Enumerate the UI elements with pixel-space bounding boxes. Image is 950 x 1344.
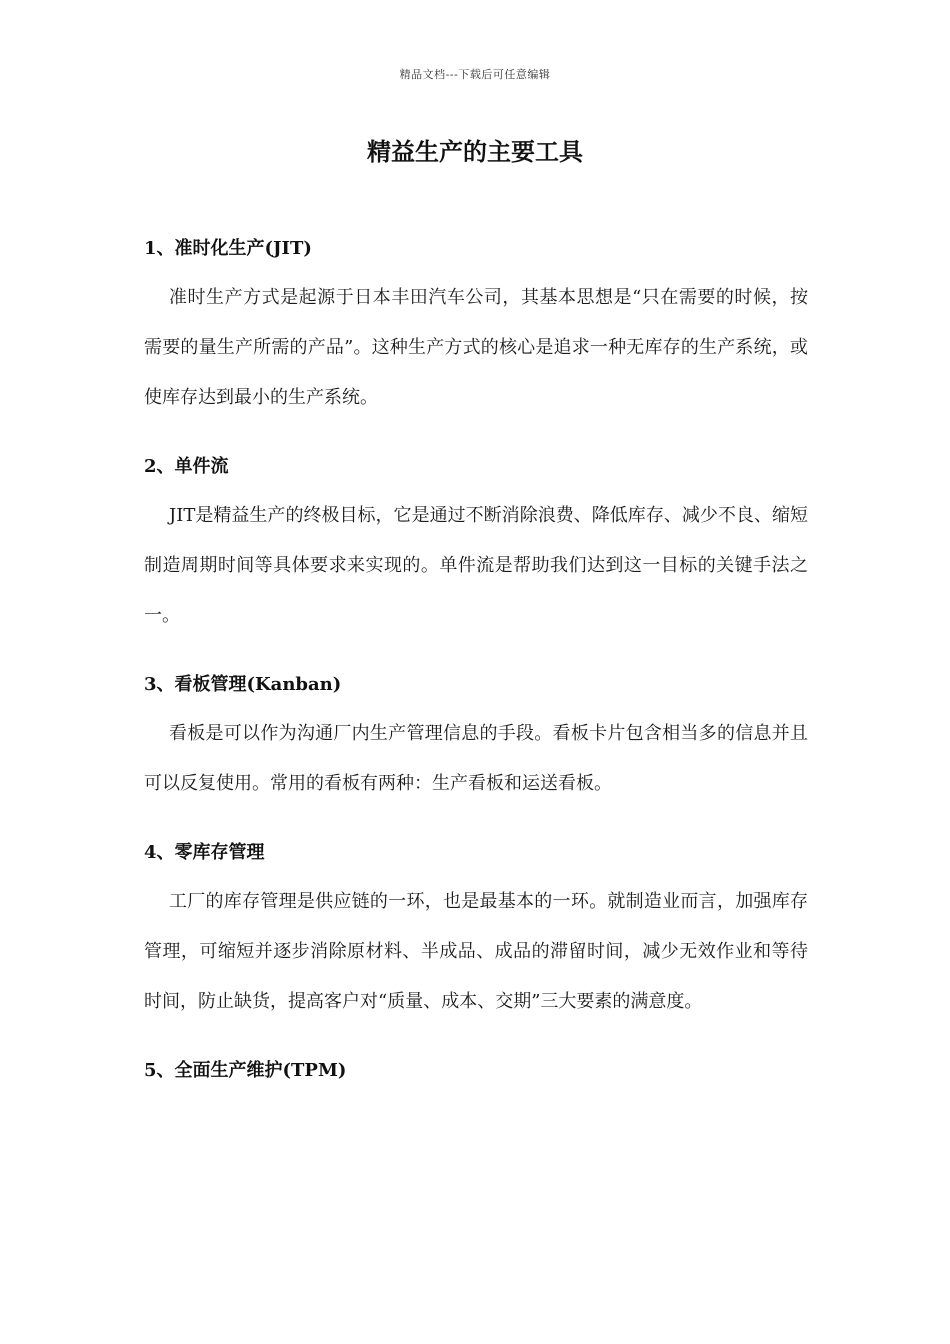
section-heading: 3、看板管理(Kanban) <box>144 674 342 695</box>
section-jit <box>144 233 808 423</box>
section-heading: 4、零库存管理 <box>144 842 265 863</box>
section-paragraph: 看板是可以作为沟通厂内生产管理信息的手段。看板卡片包含相当多的信息并且可以反复使用。常用的看板有两种：生产看板和运送看板。 <box>144 723 808 794</box>
section-tpm <box>144 1055 808 1087</box>
section-kanban <box>144 669 808 809</box>
document-content <box>144 233 808 1087</box>
section-single-piece-flow <box>144 451 808 641</box>
section-heading: 2、单件流 <box>144 456 229 477</box>
section-zero-inventory <box>144 837 808 1027</box>
section-paragraph: JIT是精益生产的终极目标，它是通过不断消除浪费、降低库存、减少不良、缩短制造周期时间等具体要求来实现的。单件流是帮助我们达到这一目标的关键手法之一。 <box>144 505 808 626</box>
section-paragraph: 准时生产方式是起源于日本丰田汽车公司，其基本思想是“只在需要的时候，按需要的量生产所需的产品”。这种生产方式的核心是追求一种无库存的生产系统，或使库存达到最小的生产系统。 <box>144 287 808 408</box>
section-heading: 5、全面生产维护(TPM) <box>144 1060 347 1081</box>
document-title: 精益生产的主要工具 <box>367 137 583 166</box>
section-heading: 1、准时化生产(JIT) <box>144 238 312 259</box>
running-header: 精品文档---下载后可任意编辑 <box>399 68 551 81</box>
section-paragraph: 工厂的库存管理是供应链的一环，也是最基本的一环。就制造业而言，加强库存管理，可缩短并逐步消除原材料、半成品、成品的滞留时间，减少无效作业和等待时间，防止缺货，提高客户对“质量、成本、交期”三大要素的满意度。 <box>144 891 808 1012</box>
